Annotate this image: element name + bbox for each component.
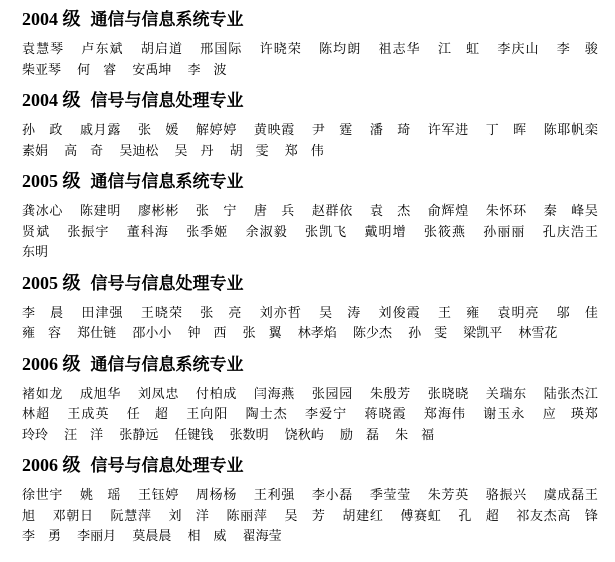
person-name: 袁明亮 xyxy=(497,305,540,321)
section-year: 2004 级 xyxy=(22,9,81,29)
person-name: 安禹坤 xyxy=(132,62,172,78)
person-name: 张 媛 xyxy=(137,123,180,138)
person-name: 孙丽丽 xyxy=(483,224,526,240)
person-name: 祖志华 xyxy=(378,42,421,57)
person-name: 孔 超 xyxy=(458,508,500,524)
person-name: 潘 琦 xyxy=(369,123,411,138)
person-name: 郑仕链 xyxy=(77,326,117,341)
section-major: 通信与信息系统专业 xyxy=(90,10,244,30)
person-name: 张数明 xyxy=(229,427,269,443)
name-list xyxy=(22,121,610,162)
person-name: 张 亮 xyxy=(200,305,243,321)
section-3 xyxy=(22,170,609,264)
person-name: 吴 丹 xyxy=(174,143,214,159)
person-name: 戚月露 xyxy=(79,123,122,138)
person-name: 张园园 xyxy=(311,386,353,402)
section-year: 2005 级 xyxy=(22,272,81,293)
person-name: 素娟 xyxy=(22,143,49,159)
person-name: 王 雍 xyxy=(437,305,481,321)
person-name: 丁 晖 xyxy=(485,123,527,138)
person-name: 林雪花 xyxy=(518,326,558,341)
person-name: 李 勇 xyxy=(22,529,62,544)
person-name: 朱怀环 xyxy=(485,204,527,219)
person-name: 胡启道 xyxy=(140,42,184,57)
person-name: 东明 xyxy=(22,245,49,260)
person-name: 骆振兴 xyxy=(485,488,527,503)
section-major: 信号与信息处理专业 xyxy=(90,273,244,294)
person-name: 唐 兵 xyxy=(253,204,295,219)
person-name: 王钰婷 xyxy=(137,488,180,503)
person-name: 尹 霆 xyxy=(311,123,353,138)
person-name: 王利强 xyxy=(253,488,295,503)
person-name: 胡建红 xyxy=(342,508,384,524)
person-name: 邬 佳 xyxy=(556,305,598,321)
person-name: 陈少杰 xyxy=(352,326,392,341)
person-name: 孙 雯 xyxy=(408,326,448,341)
person-name: 相 威 xyxy=(187,529,227,544)
person-name: 赵群依 xyxy=(311,204,353,219)
person-name: 钟 西 xyxy=(187,326,227,341)
person-name: 刘亦哲 xyxy=(259,305,302,321)
person-name: 郑海伟 xyxy=(423,407,467,422)
person-name: 谢玉永 xyxy=(483,407,526,422)
person-name: 秦 峰吴 xyxy=(543,204,598,219)
person-name: 莫晨晨 xyxy=(132,529,172,544)
person-name: 张 翼 xyxy=(242,326,282,341)
name-list xyxy=(22,304,610,345)
person-name: 成旭华 xyxy=(79,386,122,402)
person-name: 朱殷芳 xyxy=(369,386,411,402)
section-year: 2006 级 xyxy=(22,353,81,374)
person-name: 李丽月 xyxy=(77,529,117,544)
person-name: 关瑞东 xyxy=(485,386,527,402)
section-major: 通信与信息系统专业 xyxy=(90,172,244,192)
person-name: 廖彬彬 xyxy=(137,204,180,219)
person-name: 阮慧萍 xyxy=(110,508,152,524)
person-name: 王晓荣 xyxy=(140,305,184,321)
person-name: 朱 福 xyxy=(395,427,435,443)
section-title xyxy=(22,454,609,476)
person-name: 李 波 xyxy=(187,62,227,78)
person-name: 李 晨 xyxy=(22,305,65,321)
person-name: 何 睿 xyxy=(77,62,117,78)
section-year: 2006 级 xyxy=(22,455,81,475)
person-name: 王成英 xyxy=(67,407,110,422)
person-name: 余淑毅 xyxy=(245,224,288,240)
person-name: 张 宁 xyxy=(195,204,238,219)
person-name: 李爱宁 xyxy=(305,407,348,422)
person-name: 袁 杰 xyxy=(369,204,411,219)
person-name: 田津强 xyxy=(81,305,124,321)
person-name: 陈丽萍 xyxy=(226,508,268,524)
person-name: 旭 xyxy=(22,508,36,524)
person-name: 褚如龙 xyxy=(22,386,64,402)
section-title xyxy=(22,89,609,111)
person-name: 玲玲 xyxy=(22,427,49,443)
person-name: 张凯飞 xyxy=(305,224,348,240)
person-name: 张筱燕 xyxy=(423,224,467,240)
person-name: 周杨杨 xyxy=(195,488,238,503)
person-name: 解婷婷 xyxy=(195,123,238,138)
person-name: 刘凤忠 xyxy=(137,386,180,402)
person-name: 吴 芳 xyxy=(284,508,326,524)
person-name: 李 骏 xyxy=(556,42,598,57)
person-name: 汪 洋 xyxy=(64,427,104,443)
name-list xyxy=(22,202,610,264)
section-title xyxy=(22,272,609,294)
person-name: 李庆山 xyxy=(497,42,540,57)
person-name: 袁慧琴 xyxy=(22,42,65,57)
person-name: 雍 容 xyxy=(22,326,62,341)
name-list xyxy=(22,40,610,81)
section-title xyxy=(22,170,609,192)
section-4 xyxy=(22,272,609,345)
person-name: 季莹莹 xyxy=(369,488,411,503)
person-name: 林孝焰 xyxy=(297,326,337,341)
person-name: 励 磊 xyxy=(339,427,379,443)
person-name: 董科海 xyxy=(126,224,169,240)
person-name: 张季姬 xyxy=(186,224,229,240)
person-name: 黄映霞 xyxy=(253,123,295,138)
section-title xyxy=(22,8,609,30)
person-name: 郑 伟 xyxy=(284,143,324,159)
person-name: 张静远 xyxy=(119,427,159,443)
person-name: 胡 雯 xyxy=(229,143,269,159)
person-name: 高 奇 xyxy=(64,143,104,159)
section-6 xyxy=(22,454,609,548)
person-name: 徐世宇 xyxy=(22,488,64,503)
person-name: 祁友杰高 锋 xyxy=(516,508,598,524)
person-name: 贤斌 xyxy=(22,224,51,240)
person-name: 许军进 xyxy=(427,123,469,138)
section-title xyxy=(22,353,609,375)
person-name: 陈均朗 xyxy=(319,42,362,57)
section-5 xyxy=(22,353,609,447)
person-name: 龚冰心 xyxy=(22,204,64,219)
name-list xyxy=(22,385,610,447)
person-name: 翟海莹 xyxy=(242,529,282,544)
person-name: 俞辉煌 xyxy=(427,204,469,219)
person-name: 刘 洋 xyxy=(168,508,210,524)
person-name: 江 虹 xyxy=(437,42,481,57)
person-name: 刘俊霞 xyxy=(378,305,421,321)
person-name: 吴迪松 xyxy=(119,143,159,159)
person-name: 张晓晓 xyxy=(427,386,469,402)
person-name: 戴明增 xyxy=(364,224,407,240)
person-name: 虞成磊王 xyxy=(543,488,598,503)
person-name: 陈建明 xyxy=(79,204,122,219)
section-major: 信号与信息处理专业 xyxy=(90,456,244,476)
person-name: 邢国际 xyxy=(200,42,243,57)
person-name: 任键钱 xyxy=(174,427,214,443)
person-name: 陈耶帆栾 xyxy=(543,123,598,138)
person-name: 孙 政 xyxy=(22,123,64,138)
person-name: 卢东斌 xyxy=(81,42,124,57)
person-name: 蒋晓霞 xyxy=(364,407,407,422)
name-list xyxy=(22,486,610,548)
person-name: 李小磊 xyxy=(311,488,353,503)
section-major: 通信与信息系统专业 xyxy=(90,354,244,375)
section-year: 2004 级 xyxy=(22,90,81,110)
person-name: 闫海燕 xyxy=(253,386,295,402)
person-name: 陶士杰 xyxy=(245,407,288,422)
person-name: 傅赛虹 xyxy=(400,508,442,524)
person-name: 吴 涛 xyxy=(319,305,362,321)
section-2 xyxy=(22,89,609,162)
person-name: 饶秋屿 xyxy=(284,427,324,443)
person-name: 付柏成 xyxy=(195,386,238,402)
person-name: 柴亚琴 xyxy=(22,62,62,78)
person-name: 梁凯平 xyxy=(463,326,503,341)
section-year: 2005 级 xyxy=(22,171,81,191)
person-name: 任 超 xyxy=(126,407,169,422)
person-name: 张振宇 xyxy=(67,224,110,240)
section-1 xyxy=(22,8,609,81)
person-name: 陆张杰江 xyxy=(543,386,598,402)
person-name: 许晓荣 xyxy=(259,42,302,57)
section-major: 信号与信息处理专业 xyxy=(90,91,244,111)
person-name: 邓朝日 xyxy=(52,508,94,524)
person-name: 王向阳 xyxy=(186,407,229,422)
person-name: 应 瑛郑 xyxy=(542,407,598,422)
person-name: 邵小小 xyxy=(132,326,172,341)
person-name: 林超 xyxy=(22,407,51,422)
person-name: 朱芳英 xyxy=(427,488,469,503)
person-name: 姚 瑶 xyxy=(79,488,122,503)
person-name: 孔庆浩王 xyxy=(542,224,598,240)
